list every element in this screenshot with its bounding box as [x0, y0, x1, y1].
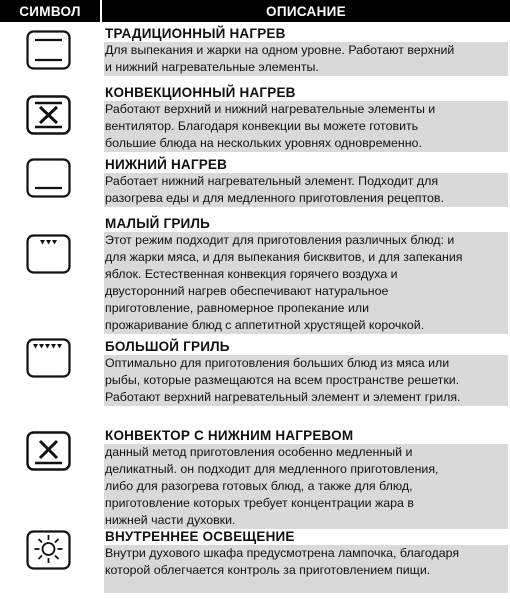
description-line: рыбы, которые размещаются на всем пространстве решетки. — [105, 373, 460, 387]
description-cell — [104, 25, 508, 76]
mode-title: МАЛЫЙ ГРИЛЬ — [105, 216, 211, 231]
convection-heating-icon — [26, 95, 71, 135]
description-line: для жарки мяса, и для выпекания бисквитов, и для запекания — [105, 250, 463, 264]
description-cell — [104, 427, 508, 529]
mode-title: ВНУТРЕННЕЕ ОСВЕЩЕНИЕ — [105, 529, 295, 544]
description-line: большие блюда на нескольких уровнях одновременно. — [105, 136, 422, 150]
mode-title: ТРАДИЦИОННЫЙ НАГРЕВ — [105, 26, 286, 41]
description-cell — [104, 215, 508, 334]
description-line: либо для разогрева готовых блюд, а также для блюд, — [105, 479, 413, 493]
description-line: которой облегчается контроль за приготовлением пищи. — [105, 563, 431, 577]
table-header — [0, 0, 510, 22]
description-cell — [104, 156, 508, 207]
traditional-heating-icon — [26, 30, 71, 70]
mode-title: НИЖНИЙ НАГРЕВ — [105, 157, 228, 172]
small-grill-icon — [26, 234, 71, 274]
description-line: Этот режим подходит для приготовления различных блюд: и — [105, 233, 455, 247]
description-line: яблок. Естественная конвекция горячего воздуха и — [105, 267, 398, 281]
description-cell — [104, 528, 508, 593]
description-line: Работают верхний нагревательный элемент и элемент гриля. — [105, 390, 461, 404]
mode-description — [104, 232, 508, 334]
description-line: двусторонний нагрев обеспечивают натуральное — [105, 284, 389, 298]
bottom-heating-icon — [26, 158, 71, 198]
description-line: деликатный. он подходит для медленного приготовления, — [105, 462, 439, 476]
mode-description — [104, 355, 508, 406]
description-line: Работает нижний нагревательный элемент. Подходит для — [105, 174, 439, 188]
description-line: Для выпекания и жарки на одном уровне. Работают верхний — [105, 43, 455, 57]
large-grill-icon — [26, 338, 71, 378]
description-line: прожаривание блюд с аппетитной хрустящей корочкой. — [105, 318, 425, 332]
mode-title: КОНВЕКТОР С НИЖНИМ НАГРЕВОМ — [105, 428, 354, 443]
description-line: Оптимально для приготовления больших блюд из мяса или — [105, 356, 450, 370]
description-line: данный метод приготовления особенно медленный и — [105, 445, 413, 459]
description-cell — [104, 84, 508, 152]
description-line: вентилятор. Благодаря конвекции вы можете готовить — [105, 119, 419, 133]
symbol-column-header: СИМВОЛ — [0, 0, 100, 22]
description-column-header: ОПИСАНИЕ — [102, 0, 510, 22]
mode-title: КОНВЕКЦИОННЫЙ НАГРЕВ — [105, 85, 296, 100]
mode-description — [104, 545, 508, 593]
description-line: разогрева еды и для медленного приготовления рецептов. — [105, 191, 444, 205]
mode-description — [104, 173, 508, 207]
description-line: приготовление, равномерное пропекание или — [105, 301, 370, 315]
mode-description — [104, 444, 508, 529]
mode-description — [104, 42, 508, 76]
description-line: Внутри духового шкафа предусмотрена лампочка, благодаря — [105, 546, 460, 560]
mode-description — [104, 101, 508, 152]
convection-bottom-heating-icon — [26, 431, 71, 471]
description-line: и нижний нагревательные элементы. — [105, 60, 319, 74]
oven-light-icon — [26, 530, 71, 570]
description-line: нижней части духовки. — [105, 513, 236, 527]
description-line: приготовление которых требует концентрации жара в — [105, 496, 414, 510]
description-cell — [104, 338, 508, 406]
mode-title: БОЛЬШОЙ ГРИЛЬ — [105, 339, 230, 354]
description-line: Работают верхний и нижний нагревательные элементы и — [105, 102, 436, 116]
